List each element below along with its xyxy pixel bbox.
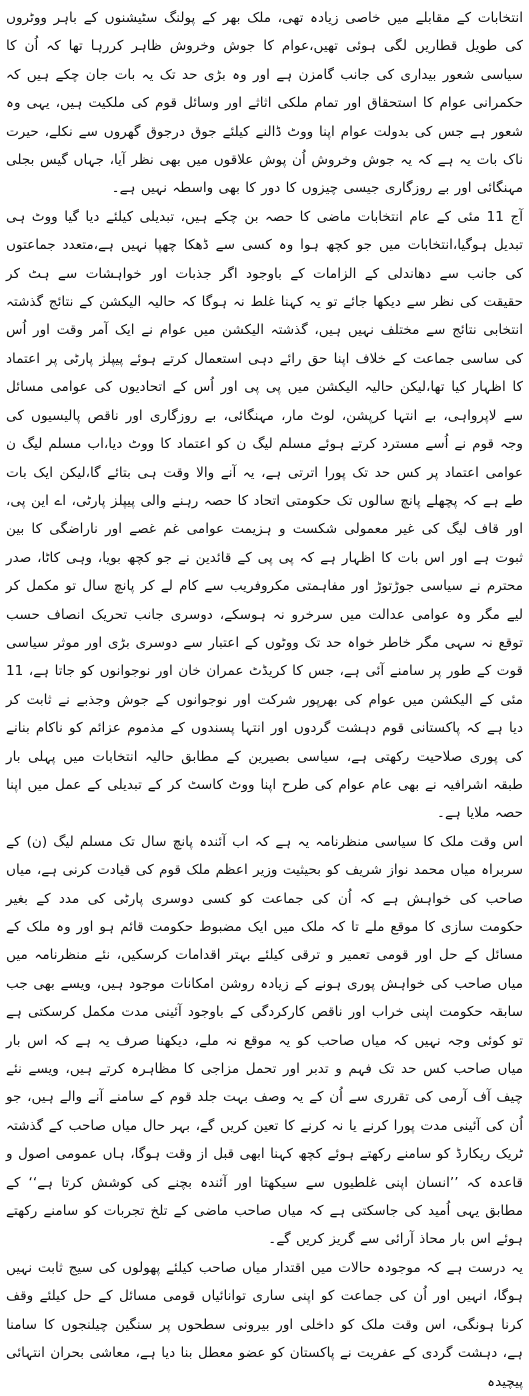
article-paragraph-3: اس وقت ملک کا سیاسی منظرنامہ یہ ہے کہ اب آئندہ پانچ سال تک مسلم لیگ (ن) کے سربراہ میاں محمد نواز شریف کو بحیثیت وزیر اعظم ملک قوم کی قیادت کرنی ہے، میاں صاحب کی خواہش ہے کہ اُن کی جماعت کو کسی دوسری پارٹی کی مدد کے بغیر حکومت سازی کا موقع ملے تا کہ ملک میں ایک مضبوط حکومت قائم ہو اور وہ ملک کے مسائل کے حل اور قومی تعمیر و ترقی کیلئے بہتر اقدامات کرسکیں، نئے منظرنامہ میں میاں صاحب کی خواہش پوری ہونے کے زیادہ روشن امکانات موجود ہیں، ویسے بھی جب سابقہ حکومت اپنی خراب اور ناقص کارکردگی کے باوجود آئینی مدت مکمل کرسکتی ہے تو کوئی وجہ نہیں کہ میاں صاحب کو یہ موقع نہ ملے، دیکھنا صرف یہ ہے کہ اس بار میاں صاحب کس حد تک فہم و تدبر اور تحمل مزاجی کا مظاہرہ کرتے ہیں، ویسے نئے چیف آف آرمی کی تقرری سے اُن کے یہ وصف بہت جلد قوم کے سامنے آنے والے ہیں، جو اُن کی آئینی مدت پورا کرنے یا نہ کرنے کا تعین کریں گے، بہر حال میاں صاحب کے گذشتہ ٹریک ریکارڈ کو سامنے رکھتے ہوئے کچھ کہنا ابھی قبل از وقت ہوگا، ہاں عمومی اصول و قاعدہ کہ ’’انسان اپنی غلطیوں سے سیکھتا اور آئندہ بچنے کی کوشش کرتا ہے‘‘ کے مطابق یہی اُمید کی جاسکتی ہے کہ میاں صاحب ماضی کے تلخ تجربات کو سامنے رکھتے ہوئے اس بار محاذ آرائی سے گریز کریں گے۔ xyxy=(6,833,523,1248)
article-paragraph-4: یہ درست ہے کہ موجودہ حالات میں اقتدار میاں صاحب کیلئے پھولوں کی سیج ثابت نہیں ہوگا، انہیں اور اُن کی جماعت کو اپنی ساری توانائیاں قومی مسائل کے حل کیلئے وقف کرنا ہونگی، اس وقت ملک کو داخلی اور بیرونی سطحوں پر سنگین چیلنجوں کا سامنا ہے، دہشت گردی کے عفریت نے پاکستان کو عضو معطل بنا دیا ہے، معاشی بحران انتہائی پیچیدہ xyxy=(6,1259,523,1390)
article-paragraph-2: آج 11 مئی کے عام انتخابات ماضی کا حصہ بن چکے ہیں، تبدیلی کیلئے دیا گیا ووٹ ہی تبدیل ہوگیا،انتخابات میں جو کچھ ہوا وہ کسی سے ڈھکا چھپا نہیں ہے،متعدد جماعتوں کی جانب سے دھاندلی کے الزامات کے باوجود اگر جذبات اور خواہشات سے ہٹ کر حقیقت کی نظر سے دیکھا جائے تو یہ کہنا غلط نہ ہوگا کہ حالیہ الیکشن کے نتائج گذشتہ انتخابی نتائج سے مختلف نہیں ہیں، گذشتہ الیکشن میں عوام نے ایک آمر وقت اور اُس کی ساسی جماعت کے خلاف اپنا حق رائے دہی استعمال کرتے ہوئے پیپلز پارٹی پر اعتماد کا اظہار کیا تھا،لیکن حالیہ الیکشن میں پی پی اور اُس کے اتحادیوں کی عوامی مسائل سے لاپرواہی، بے انتہا کرپشن، لوٹ مار، مہنگائی، بے روزگاری اور ناقص پالیسیوں کی وجہ قوم نے اُسے مسترد کرتے ہوئے مسلم لیگ ن کو اعتماد کا ووٹ دیا،اب مسلم لیگ ن عوامی اعتماد پر کس حد تک پورا اترتی ہے، یہ آنے والا وقت ہی بتائے گا،لیکن ایک بات طے ہے کہ پچھلے پانچ سالوں تک حکومتی اتحاد کا حصہ رہنے والی پیپلز پارٹی، اے این پی، اور قاف لیگ کی غیر معمولی شکست و ہزیمت عوامی غم غصے اور ناراضگی کا بین ثبوت ہے اور اس بات کا اظہار ہے کہ پی پی کے قائدین نے جو کچھ بویا، وہی کاٹا، صدر محترم نے سیاسی جوڑتوڑ اور مفاہمتی مکروفریب سے کام لے کر پانچ سال تو مکمل کر لیے مگر وہ عوامی عدالت میں سرخرو نہ ہوسکے، دوسری جانب تحریک انصاف حسب توقع نہ سہی مگر خاطر خواہ حد تک ووٹوں کے اعتبار سے دوسری بڑی اور موثر سیاسی قوت کے طور پر سامنے آئی ہے، جس کا کریڈٹ عمران خان اور نوجوانوں کو جاتا ہے، 11 مئی کے الیکشن میں عوام کی بھرپور شرکت اور نوجوانوں کے جوش وجذبے نے ثابت کر دیا ہے کہ پاکستانی قوم دہشت گردوں اور انتہا پسندوں کے مذموم عزائم کو ناکام بنانے کی پوری صلاحیت رکھتی ہے، سیاسی بصیرین کے مطابق حالیہ انتخابات میں پہلی بار طبقہ اشرافیہ نے بھی عام عوام کی طرح اپنا ووٹ کاسٹ کر کے تبدیلی کے عمل میں اپنا حصہ ملایا ہے۔ xyxy=(6,208,524,822)
article-paragraph-1: انتخابات کے مقابلے میں خاصی زیادہ تھی، ملک بھر کے پولنگ سٹیشنوں کے باہر ووٹروں کی طویل قطاریں لگی ہوئی تھیں،عوام کا جوش وخروش ظاہر کررہا تھا کہ اُن کا سیاسی شعور بیداری کی جانب گامزن ہے اور وہ بڑی حد تک یہ بات جان چکے ہیں کہ حکمرانی عوام کا استحقاق اور تمام ملکی اثاثے اور وسائل قوم کی ملکیت ہیں، یہی وہ شعور ہے جس کی بدولت عوام اپنا ووٹ ڈالنے کیلئے جوق درجوق گھروں سے نکلے، حیرت ناک بات یہ ہے کہ یہ جوش وخروش اُن پوش علاقوں میں بھی نظر آیا، جہاں گیس بجلی مہنگائی اور بے روزگاری جیسی چیزوں کا دور کا بھی واسطہ نہیں ہے۔ xyxy=(6,10,523,197)
